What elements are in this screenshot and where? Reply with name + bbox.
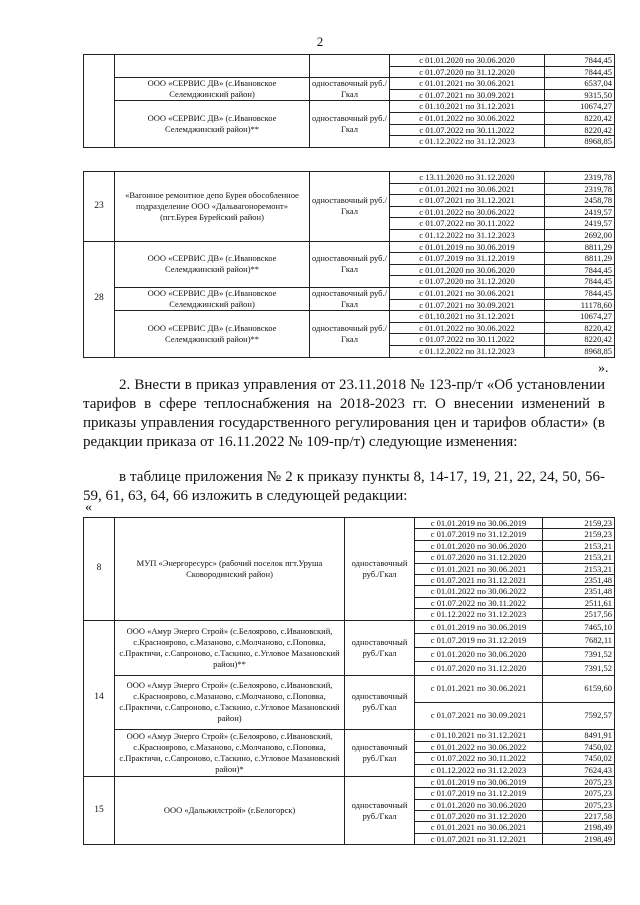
- organization-cell: ООО «СЕРВИС ДВ» (с.Ивановское Селемджинский район): [115, 287, 310, 310]
- period-cell: с 01.01.2022 по 30.06.2022: [415, 586, 543, 597]
- paragraph-amendment: 2. Внести в приказ управления от 23.11.2018 № 123-пр/т «Об установлении тарифов в сфере теплоснабжения на 2018-2023 гг. О внесении изменений в приказы управления государственного регулирования цен и тарифов области» (в редакции приказа от 16.11.2022 № 109-пр/т) следующие изменения:: [83, 377, 605, 450]
- table-row: [84, 729, 615, 741]
- period-cell: с 01.01.2022 по 30.06.2022: [415, 741, 543, 753]
- tariff-value-cell: 7624,43: [543, 765, 615, 777]
- period-cell: с 01.12.2022 по 31.12.2023: [390, 229, 545, 241]
- tariff-value-cell: 2419,57: [545, 206, 615, 218]
- period-cell: с 01.07.2020 по 31.12.2020: [390, 276, 545, 288]
- tariff-type-cell: одноставочный руб./Гкал: [310, 241, 390, 287]
- period-cell: с 01.01.2020 по 30.06.2020: [390, 55, 545, 67]
- tariff-value-cell: 8220,42: [545, 334, 615, 346]
- tariff-value-cell: 7682,11: [543, 634, 615, 648]
- tariff-value-cell: 2511,61: [543, 597, 615, 608]
- tariff-value-cell: 2153,21: [543, 563, 615, 574]
- period-cell: с 01.01.2021 по 30.06.2021: [415, 675, 543, 702]
- organization-cell: ООО «Амур Энерго Строй» (с.Белоярово, с.Ивановский, с.Красноярово, с.Мазаново, с.Молчаново, с.Поповка, с.Практичи, с.Сапроново, с.Таскино, с.Угловое Мазановский район): [115, 675, 345, 729]
- table-row: [84, 287, 615, 299]
- tariff-value-cell: 8968,85: [545, 136, 615, 148]
- period-cell: с 01.01.2020 по 30.06.2020: [390, 264, 545, 276]
- tariff-value-cell: 8220,42: [545, 124, 615, 136]
- table-row: [84, 518, 615, 529]
- period-cell: с 01.12.2022 по 31.12.2023: [415, 765, 543, 777]
- period-cell: с 01.07.2022 по 30.11.2022: [415, 597, 543, 608]
- table-row: [84, 172, 615, 184]
- table-row: [84, 101, 615, 113]
- period-cell: с 01.12.2022 по 31.12.2023: [390, 345, 545, 357]
- tariff-value-cell: 6537,04: [545, 78, 615, 90]
- tariff-value-cell: 2159,23: [543, 529, 615, 540]
- tariff-type-cell: одноставочный руб./Гкал: [345, 518, 415, 621]
- tariff-value-cell: 7844,45: [545, 287, 615, 299]
- tariff-value-cell: 11178,60: [545, 299, 615, 311]
- table-row: [84, 78, 615, 90]
- period-cell: с 01.01.2019 по 30.06.2019: [415, 518, 543, 529]
- closing-quote: ».: [598, 361, 609, 376]
- table-row: [84, 241, 615, 253]
- tariff-value-cell: 2153,21: [543, 552, 615, 563]
- page-number: 2: [316, 34, 324, 49]
- tariff-table-items-23-28: [83, 171, 615, 358]
- tariff-value-cell: 8220,42: [545, 322, 615, 334]
- item-number-cell: 15: [84, 776, 115, 844]
- tariff-type-cell: одноставочный руб./Гкал: [310, 172, 390, 242]
- period-cell: с 01.01.2021 по 30.06.2021: [415, 822, 543, 833]
- tariff-value-cell: 2153,21: [543, 540, 615, 551]
- organization-cell: ООО «СЕРВИС ДВ» (с.Ивановское Селемджинский район)**: [115, 101, 310, 147]
- item-number-cell: 8: [84, 518, 115, 621]
- period-cell: с 01.10.2021 по 31.12.2021: [415, 729, 543, 741]
- tariff-value-cell: 2217,58: [543, 811, 615, 822]
- tariff-value-cell: 2351,48: [543, 574, 615, 585]
- period-cell: с 01.07.2021 по 31.12.2021: [390, 195, 545, 207]
- table-row: [84, 620, 615, 634]
- tariff-value-cell: 2075,23: [543, 776, 615, 787]
- tariff-value-cell: 6159,60: [543, 675, 615, 702]
- tariff-value-cell: 2458,78: [545, 195, 615, 207]
- period-cell: с 01.07.2019 по 31.12.2019: [390, 253, 545, 265]
- tariff-type-cell: одноставочный руб./Гкал: [310, 78, 390, 101]
- period-cell: с 01.01.2022 по 30.06.2022: [390, 112, 545, 124]
- period-cell: с 01.07.2019 по 31.12.2019: [415, 788, 543, 799]
- period-cell: с 01.01.2021 по 30.06.2021: [415, 563, 543, 574]
- tariff-value-cell: 8811,29: [545, 253, 615, 265]
- item-number-cell: 23: [84, 172, 115, 242]
- tariff-value-cell: 7592,57: [543, 702, 615, 729]
- tariff-value-cell: 7450,02: [543, 741, 615, 753]
- item-number-cell: 28: [84, 241, 115, 357]
- organization-cell: [115, 55, 310, 78]
- tariff-type-cell: одноставочный руб./Гкал: [345, 729, 415, 776]
- tariff-type-cell: [310, 55, 390, 78]
- period-cell: с 01.07.2019 по 31.12.2019: [415, 634, 543, 648]
- tariff-value-cell: 8220,42: [545, 112, 615, 124]
- tariff-value-cell: 2075,23: [543, 799, 615, 810]
- tariff-value-cell: 2319,78: [545, 172, 615, 184]
- period-cell: с 01.07.2020 по 31.12.2020: [390, 66, 545, 78]
- period-cell: с 01.01.2022 по 30.06.2022: [390, 322, 545, 334]
- tariff-value-cell: 7844,45: [545, 276, 615, 288]
- period-cell: с 01.07.2022 по 30.11.2022: [415, 753, 543, 765]
- table-row: [84, 675, 615, 702]
- tariff-value-cell: 2075,23: [543, 788, 615, 799]
- period-cell: с 01.01.2021 по 30.06.2021: [390, 183, 545, 195]
- tariff-value-cell: 8491,91: [543, 729, 615, 741]
- period-cell: с 01.01.2021 по 30.06.2021: [390, 287, 545, 299]
- organization-cell: ООО «СЕРВИС ДВ» (с.Ивановское Селемджинский район)**: [115, 311, 310, 357]
- organization-cell: ООО «СЕРВИС ДВ» (с.Ивановское Селемджинский район): [115, 78, 310, 101]
- period-cell: с 01.01.2020 по 30.06.2020: [415, 799, 543, 810]
- opening-quote: «: [85, 500, 92, 515]
- tariff-value-cell: 7391,52: [543, 648, 615, 662]
- period-cell: с 01.07.2021 по 30.09.2021: [390, 299, 545, 311]
- tariff-value-cell: 7844,45: [545, 264, 615, 276]
- tariff-value-cell: 8811,29: [545, 241, 615, 253]
- tariff-value-cell: 10674,27: [545, 311, 615, 323]
- period-cell: с 13.11.2020 по 31.12.2020: [390, 172, 545, 184]
- tariff-type-cell: одноставочный руб./Гкал: [345, 675, 415, 729]
- tariff-value-cell: 7391,52: [543, 661, 615, 675]
- tariff-value-cell: 2692,00: [545, 229, 615, 241]
- table-row: [84, 776, 615, 787]
- tariff-value-cell: 2517,56: [543, 609, 615, 620]
- item-number-cell: [84, 55, 115, 148]
- period-cell: с 01.07.2021 по 30.09.2021: [390, 89, 545, 101]
- organization-cell: ООО «СЕРВИС ДВ» (с.Ивановское Селемджинский район)**: [115, 241, 310, 287]
- period-cell: с 01.07.2020 по 31.12.2020: [415, 811, 543, 822]
- organization-cell: ООО «Амур Энерго Строй» (с.Белоярово, с.Ивановский, с.Красноярово, с.Мазаново, с.Молчаново, с.Поповка, с.Практичи, с.Сапроново, с.Таскино, с.Угловое Мазановский район)**: [115, 620, 345, 675]
- period-cell: с 01.01.2022 по 30.06.2022: [390, 206, 545, 218]
- tariff-value-cell: 2159,23: [543, 518, 615, 529]
- period-cell: с 01.10.2021 по 31.12.2021: [390, 101, 545, 113]
- tariff-type-cell: одноставочный руб./Гкал: [345, 620, 415, 675]
- tariff-value-cell: 2198,49: [543, 833, 615, 844]
- organization-cell: МУП «Энергоресурс» (рабочий поселок пгт.Уруша Сковородинский район): [115, 518, 345, 621]
- tariff-value-cell: 7450,02: [543, 753, 615, 765]
- period-cell: с 01.07.2021 по 30.09.2021: [415, 702, 543, 729]
- period-cell: с 01.10.2021 по 31.12.2021: [390, 311, 545, 323]
- period-cell: с 01.07.2022 по 30.11.2022: [390, 334, 545, 346]
- tariff-value-cell: 7465,10: [543, 620, 615, 634]
- organization-cell: «Вагонное ремонтное депо Бурея обособленное подразделение ООО «Дальвагоноремонт» (пгт.Бурея Бурейский район): [115, 172, 310, 242]
- organization-cell: ООО «Амур Энерго Строй» (с.Белоярово, с.Ивановский, с.Красноярово, с.Мазаново, с.Молчаново, с.Поповка, с.Практичи, с.Сапроново, с.Таскино, с.Угловое Мазановский район)*: [115, 729, 345, 776]
- tariff-value-cell: 9315,50: [545, 89, 615, 101]
- tariff-value-cell: 8968,85: [545, 345, 615, 357]
- table-row: [84, 55, 615, 67]
- period-cell: с 01.12.2022 по 31.12.2023: [415, 609, 543, 620]
- tariff-type-cell: одноставочный руб./Гкал: [310, 287, 390, 310]
- tariff-value-cell: 7844,45: [545, 55, 615, 67]
- tariff-table-appendix-2: [83, 517, 615, 845]
- period-cell: с 01.01.2019 по 30.06.2019: [415, 620, 543, 634]
- period-cell: с 01.01.2019 по 30.06.2019: [415, 776, 543, 787]
- period-cell: с 01.07.2021 по 31.12.2021: [415, 833, 543, 844]
- tariff-type-cell: одноставочный руб./Гкал: [310, 311, 390, 357]
- period-cell: с 01.07.2022 по 30.11.2022: [390, 218, 545, 230]
- tariff-type-cell: одноставочный руб./Гкал: [310, 101, 390, 147]
- period-cell: с 01.07.2022 по 30.11.2022: [390, 124, 545, 136]
- tariff-type-cell: одноставочный руб./Гкал: [345, 776, 415, 844]
- item-number-cell: 14: [84, 620, 115, 776]
- period-cell: с 01.01.2020 по 30.06.2020: [415, 540, 543, 551]
- period-cell: с 01.07.2020 по 31.12.2020: [415, 661, 543, 675]
- tariff-value-cell: 2198,49: [543, 822, 615, 833]
- period-cell: с 01.01.2019 по 30.06.2019: [390, 241, 545, 253]
- tariff-value-cell: 2351,48: [543, 586, 615, 597]
- period-cell: с 01.07.2019 по 31.12.2019: [415, 529, 543, 540]
- table-row: [84, 311, 615, 323]
- tariff-value-cell: 7844,45: [545, 66, 615, 78]
- organization-cell: ООО «Дальжилстрой» (г.Белогорск): [115, 776, 345, 844]
- tariff-value-cell: 2319,78: [545, 183, 615, 195]
- period-cell: с 01.07.2020 по 31.12.2020: [415, 552, 543, 563]
- period-cell: с 01.01.2020 по 30.06.2020: [415, 648, 543, 662]
- tariff-value-cell: 2419,57: [545, 218, 615, 230]
- tariff-value-cell: 10674,27: [545, 101, 615, 113]
- tariff-table-continued: [83, 54, 615, 148]
- period-cell: с 01.07.2021 по 31.12.2021: [415, 574, 543, 585]
- period-cell: с 01.12.2022 по 31.12.2023: [390, 136, 545, 148]
- period-cell: с 01.01.2021 по 30.06.2021: [390, 78, 545, 90]
- paragraph-table-instruction: в таблице приложения № 2 к приказу пункты 8, 14-17, 19, 21, 22, 24, 50, 56-59, 61, 63, 64, 66 изложить в следующей редакции:: [83, 469, 605, 504]
